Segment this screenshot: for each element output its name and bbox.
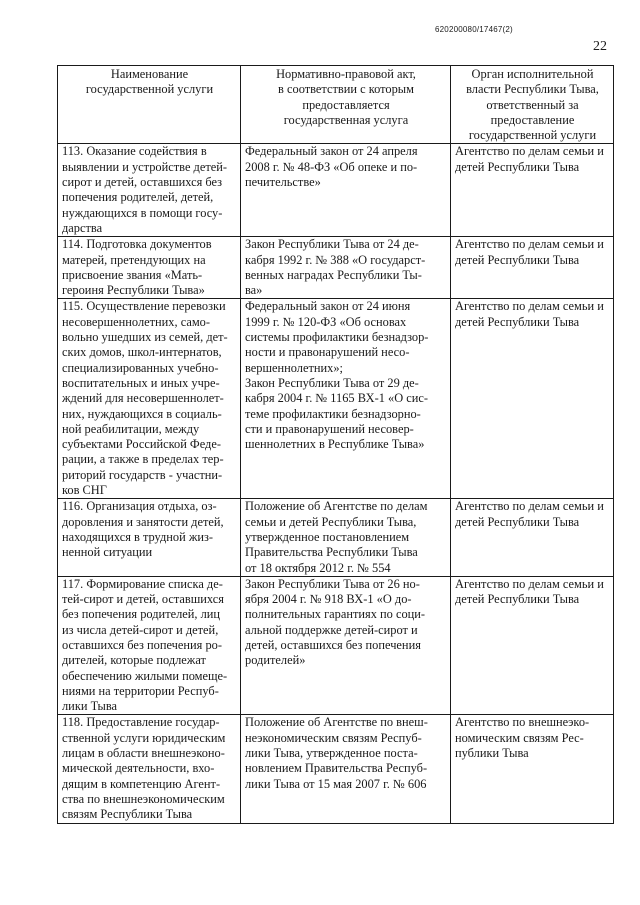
service-name-cell: 117. Формирование списка де- тей-сирот и детей, оставшихся без попечения родителей, лиц из числа детей-сирот и детей, оставшихся без попечения ро- дителей, которые подлежат обеспечению жилыми помеще- ниями на территории Респуб- лики Тыва (58, 576, 241, 715)
legal-act-cell: Закон Республики Тыва от 24 де- кабря 1992 г. № 388 «О государст- венных наградах Республики Ты- ва» (241, 237, 451, 299)
table-row (58, 237, 614, 299)
service-name-cell: 114. Подготовка документов матерей, претендующих на присвоение звания «Мать- героиня Республики Тыва» (58, 237, 241, 299)
services-table (57, 65, 614, 824)
legal-act-cell: Федеральный закон от 24 июня 1999 г. № 120-ФЗ «Об основах системы профилактики безнадзор- ности и правонарушений несо- вершеннолетних»; Закон Республики Тыва от 29 де- кабря 2004 г. № 1165 ВХ-1 «О сис- теме профилактики безнадзорно- сти и правонарушений несовер- шеннолетних в Республике Тыва» (241, 299, 451, 499)
document-code: 620200080/17467(2) (435, 25, 513, 34)
table-row (58, 144, 614, 237)
header-service-name: Наименование государственной услуги (58, 66, 241, 144)
header-legal-act: Нормативно-правовой акт, в соответствии с которым предоставляется государственная услуга (241, 66, 451, 144)
legal-act-cell: Закон Республики Тыва от 26 но- ября 2004 г. № 918 ВХ-1 «О до- полнительных гарантиях по соци- альной поддержке детей-сирот и детей, оставшихся без попечения родителей» (241, 576, 451, 715)
table-row (58, 576, 614, 715)
table-row (58, 715, 614, 823)
header-responsible-body: Орган исполнительной власти Республики Тыва, ответственный за предоставление государственной услуги (451, 66, 614, 144)
table-header-row (58, 66, 614, 144)
page-number: 22 (593, 39, 607, 54)
responsible-body-cell: Агентство по внешнеэко- номическим связям Рес- публики Тыва (451, 715, 614, 823)
responsible-body-cell: Агентство по делам семьи и детей Республики Тыва (451, 237, 614, 299)
responsible-body-cell: Агентство по делам семьи и детей Республики Тыва (451, 144, 614, 237)
service-name-cell: 115. Осуществление перевозки несовершеннолетних, само- вольно ушедших из семей, дет- ских домов, школ-интернатов, специализированных учебно- воспитательных и иных учре- ждений для несовершеннолет- них, нуждающихся в социаль- ной реабилитации, между субъектами Российской Феде- рации, а также в пределах тер- риторий государств - участни- ков СНГ (58, 299, 241, 499)
table-row (58, 299, 614, 499)
service-name-cell: 118. Предоставление государ- ственной услуги юридическим лицам в области внешнеэконо- мической деятельности, вхо- дящим в компетенцию Агент- ства по внешнеэкономическим связям Республики Тыва (58, 715, 241, 823)
responsible-body-cell: Агентство по делам семьи и детей Республики Тыва (451, 499, 614, 576)
legal-act-cell: Положение об Агентстве по делам семьи и детей Республики Тыва, утвержденное постановлением Правительства Республики Тыва от 18 октября 2012 г. № 554 (241, 499, 451, 576)
responsible-body-cell: Агентство по делам семьи и детей Республики Тыва (451, 299, 614, 499)
service-name-cell: 113. Оказание содействия в выявлении и устройстве детей- сирот и детей, оставшихся без попечения родителей, детей, нуждающихся в помощи госу- дарства (58, 144, 241, 237)
table-row (58, 499, 614, 576)
responsible-body-cell: Агентство по делам семьи и детей Республики Тыва (451, 576, 614, 715)
legal-act-cell: Положение об Агентстве по внеш- неэкономическим связям Респуб- лики Тыва, утвержденное поста- новлением Правительства Респуб- лики Тыва от 15 мая 2007 г. № 606 (241, 715, 451, 823)
legal-act-cell: Федеральный закон от 24 апреля 2008 г. № 48-ФЗ «Об опеке и по- печительстве» (241, 144, 451, 237)
service-name-cell: 116. Организация отдыха, оз- доровления и занятости детей, находящихся в трудной жиз- ненной ситуации (58, 499, 241, 576)
